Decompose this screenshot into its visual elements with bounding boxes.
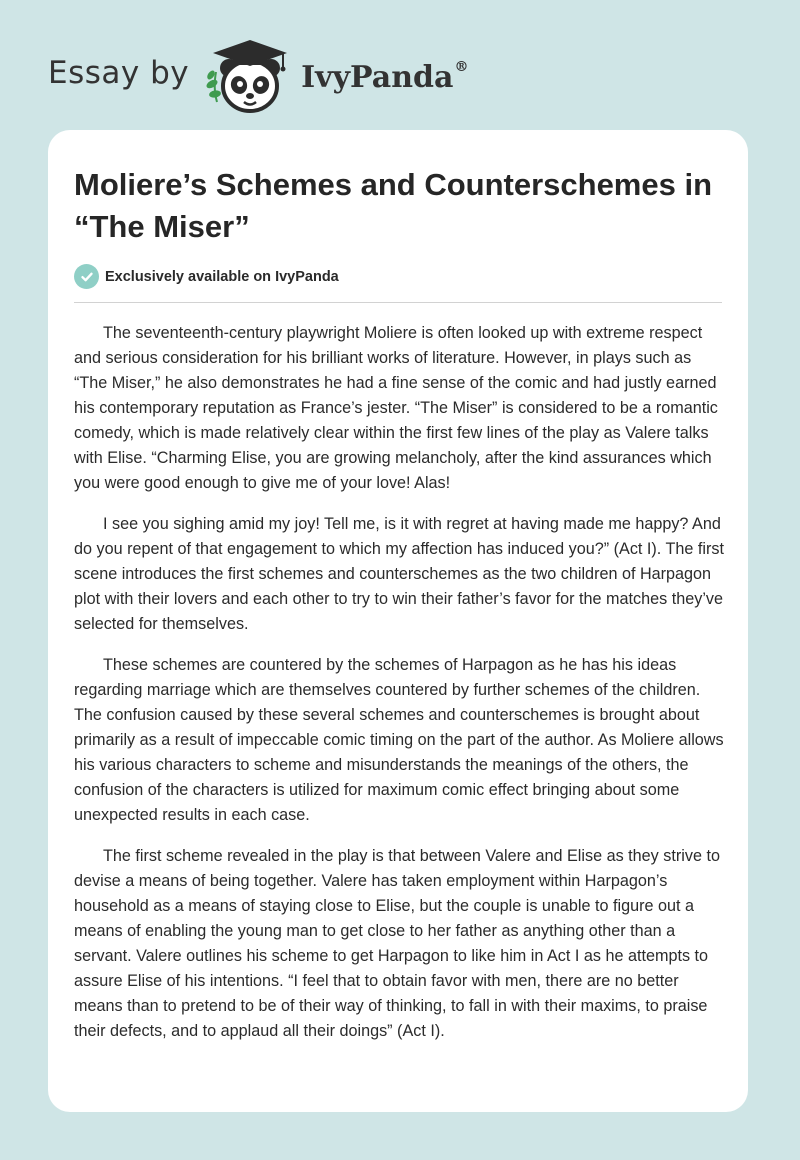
- essay-body: [74, 321, 726, 1060]
- paragraph: The first scheme revealed in the play is that between Valere and Elise as they strive to devise a means of being together. Valere has taken employment within Harpagon’s household as a means of staying close to Elise, but the couple is unable to figure out a means of enabling the young man to get close to her father as anything other than a servant. Valere outlines his scheme to get Harpagon to like him in Act I as he attempts to assure Elise of his intentions. “I feel that to obtain favor with men, there are no better means than to pretend to be of their way of thinking, to fall in with their maxims, to praise their defects, and to applaud all their doings” (Act I).: [74, 847, 720, 1040]
- paragraph: These schemes are countered by the schemes of Harpagon as he has his ideas regarding marriage which are themselves countered by further schemes of the children. The confusion caused by these several schemes and counterschemes is brought about primarily as a result of impeccable comic timing on the part of the author. As Moliere allows his various characters to scheme and misunderstands the meanings of the others, the confusion of the characters is utilized for maximum comic effect bringing about some unexpected results in each case.: [74, 656, 724, 824]
- check-circle-icon: [74, 264, 99, 289]
- brand-name-text: IvyPanda: [301, 60, 454, 95]
- ivypanda-brand-name: [301, 59, 468, 95]
- divider: [74, 302, 722, 303]
- essay-by-label: Essay by: [48, 55, 190, 91]
- panda-logo-icon: [203, 36, 297, 116]
- exclusive-label: Exclusively available on IvyPanda: [105, 268, 339, 285]
- essay-title: Moliere’s Schemes and Counterschemes in “The Miser”: [74, 167, 713, 244]
- ivy-leaf-icon: [205, 69, 221, 102]
- essay-card: [48, 130, 748, 1112]
- trademark-symbol: ®: [454, 59, 469, 75]
- paragraph: I see you sighing amid my joy! Tell me, is it with regret at having made me happy? And do you repent of that engagement to which my affection has induced you?” (Act I). The first scene introduces the first schemes and counterschemes as the two children of Harpagon plot with their lovers and each other to try to win their father’s favor for the matches they’ve selected for themselves.: [74, 515, 724, 633]
- paragraph: The seventeenth-century playwright Moliere is often looked up with extreme respect and serious consideration for his brilliant works of literature. However, in plays such as “The Miser,” he also demonstrates he had a fine sense of the comic and had justly earned his contemporary reputation as France’s jester. “The Miser” is considered to be a romantic comedy, which is made relatively clear within the first few lines of the play as Valere talks with Elise. “Charming Elise, you are growing melancholy, after the kind assurances which you were good enough to give me of your love! Alas!: [74, 324, 718, 492]
- exclusive-badge: [74, 264, 339, 289]
- site-header-brand[interactable]: [48, 36, 468, 116]
